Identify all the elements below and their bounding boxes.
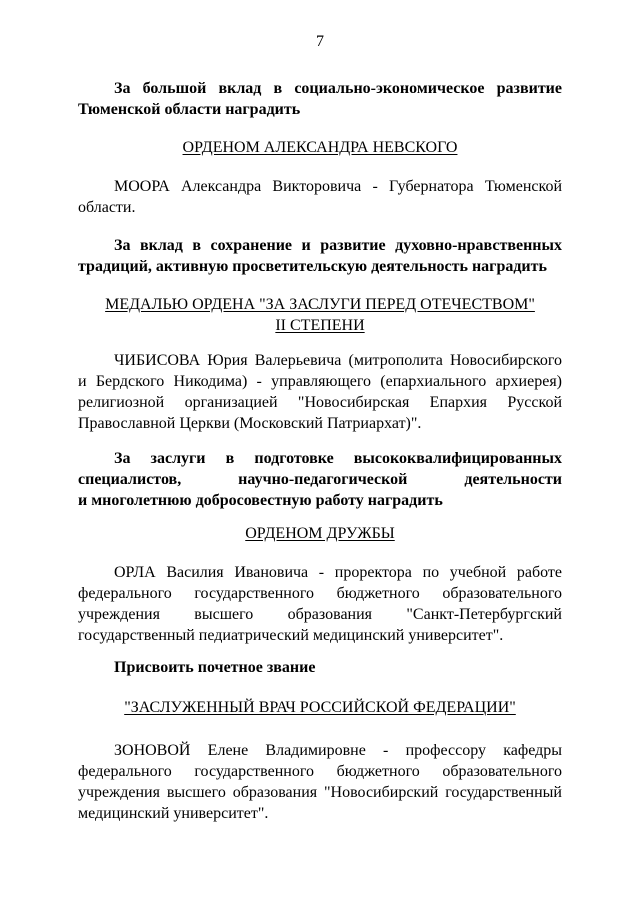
section-2-recipient: ЧИБИСОВА Юрия Валерьевича (митрополита Новосибирского и Бердского Никодима) - управляющего (епархиального архиерея) религиозной организацией "Новосибирская Епархия Русской Православной Церкви (Московский Патриархат)". xyxy=(78,352,562,432)
award-title: "ЗАСЛУЖЕННЫЙ ВРАЧ РОССИЙСКОЙ ФЕДЕРАЦИИ" xyxy=(124,699,516,716)
heading-line: За большой вклад в социально-экономическое развитие xyxy=(114,80,562,97)
section-1-award xyxy=(78,137,562,158)
section-4-award xyxy=(78,697,562,718)
award-degree: II СТЕПЕНИ xyxy=(275,317,365,334)
section-3-award xyxy=(78,523,562,544)
section-1-heading xyxy=(78,78,562,120)
section-3-recipient: ОРЛА Василия Ивановича - проректора по учебной работе федерального государственного бюджетного образовательного учреждения высшего образования "Санкт-Петербургский государственный педиатрический медицинский университет". xyxy=(78,564,562,644)
section-2-award xyxy=(78,294,562,336)
heading-line: специалистов, научно-педагогической деятельности xyxy=(78,471,562,488)
heading-line: Присвоить почетное звание xyxy=(114,659,316,676)
section-4-heading xyxy=(78,657,562,678)
heading-line: За вклад в сохранение и развитие духовно-нравственных xyxy=(114,237,562,254)
section-2-heading xyxy=(78,235,562,277)
page-number: 7 xyxy=(316,33,324,50)
heading-line: и многолетнюю добросовестную работу наградить xyxy=(78,492,443,509)
heading-line: традиций, активную просветительскую деятельность наградить xyxy=(78,258,547,275)
section-3-heading xyxy=(78,448,562,511)
award-title: ОРДЕНОМ ДРУЖБЫ xyxy=(245,525,395,542)
award-title: МЕДАЛЬЮ ОРДЕНА "ЗА ЗАСЛУГИ ПЕРЕД ОТЕЧЕСТВОМ" xyxy=(105,296,535,313)
section-4-recipient: ЗОНОВОЙ Елене Владимировне - профессору кафедры федерального государственного бюджетного образовательного учреждения высшего образования "Новосибирский государственный медицинский университет". xyxy=(78,742,562,822)
award-title: ОРДЕНОМ АЛЕКСАНДРА НЕВСКОГО xyxy=(182,139,458,156)
heading-line: Тюменской области наградить xyxy=(78,101,301,118)
section-1-recipient: МООРА Александра Викторовича - Губернатора Тюменской области. xyxy=(78,178,562,216)
heading-line: За заслуги в подготовке высококвалифицированных xyxy=(114,450,562,467)
